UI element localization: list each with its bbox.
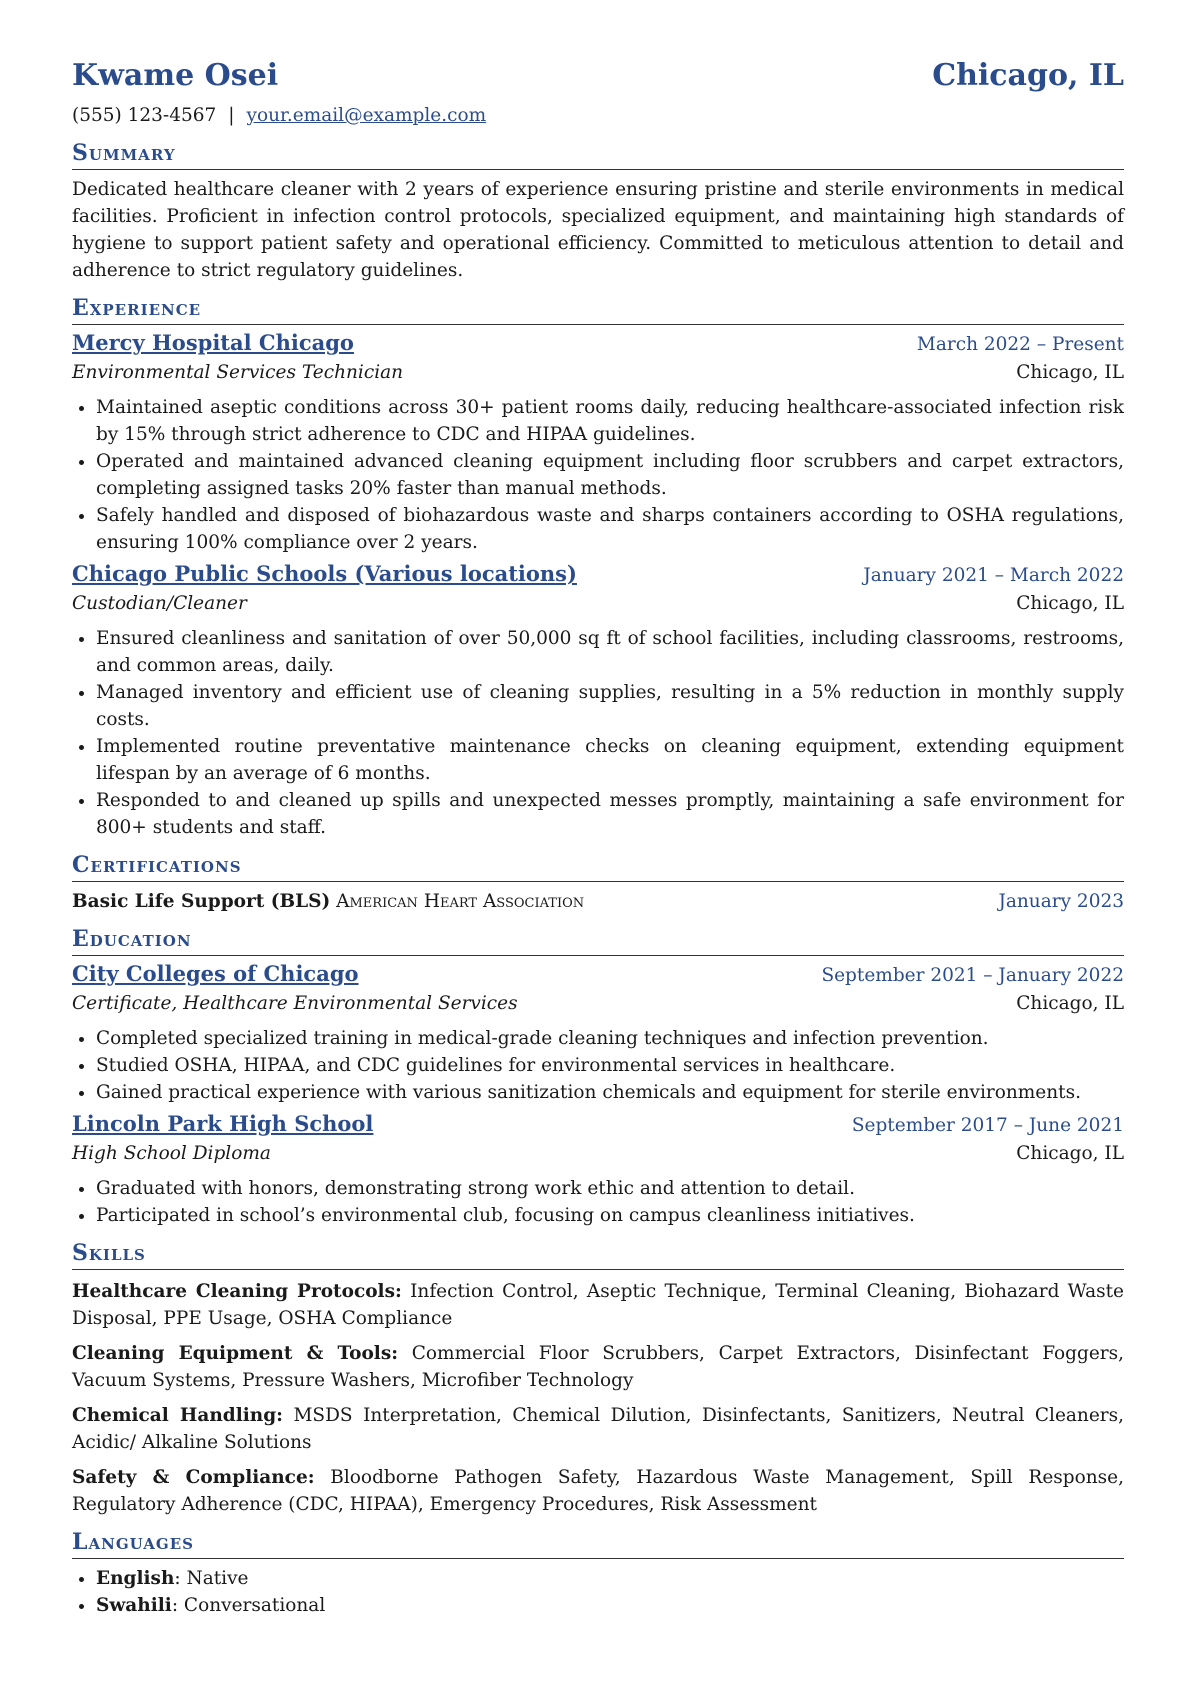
contact-separator: | (228, 105, 235, 126)
skill-group (72, 1340, 1124, 1394)
resume-header (72, 58, 1124, 94)
education-entry (72, 960, 1124, 1106)
school-location: Chicago, IL (1016, 993, 1124, 1014)
list-item: • Participated in school’s environmental club, focusing on campus cleanliness initiatives. (96, 1202, 1124, 1229)
employer-link[interactable]: Chicago Public Schools (Various locations) (72, 561, 577, 586)
degree-title: High School Diploma (72, 1143, 271, 1164)
experience-entry (72, 560, 1124, 841)
languages-heading: Languages (72, 1528, 1124, 1559)
education-bullets (72, 1025, 1124, 1106)
certification-row (72, 888, 1124, 915)
phone-number: (555) 123-4567 (72, 105, 217, 126)
degree-title: Certificate, Healthcare Environmental Services (72, 993, 518, 1014)
skill-group (72, 1464, 1124, 1518)
employment-dates: January 2021 – March 2022 (863, 565, 1124, 586)
list-item: • Managed inventory and efficient use of cleaning supplies, resulting in a 5% reduction in monthly supply costs. (96, 679, 1124, 733)
education-dates: September 2021 – January 2022 (821, 965, 1124, 986)
school-link[interactable]: Lincoln Park High School (72, 1111, 374, 1136)
education-dates: September 2017 – June 2021 (851, 1115, 1124, 1136)
school-location: Chicago, IL (1016, 1143, 1124, 1164)
list-item: • Safely handled and disposed of biohazardous waste and sharps containers according to OSHA regulations, ensuring 100% compliance over 2 years. (96, 502, 1124, 556)
certification-issuer: American Heart Association (336, 891, 585, 912)
email-link[interactable]: your.email@example.com (246, 105, 487, 126)
certifications-heading: Certifications (72, 851, 1124, 882)
skill-category: Healthcare Cleaning Protocols: (72, 1281, 402, 1302)
list-item: • Graduated with honors, demonstrating strong work ethic and attention to detail. (96, 1175, 1124, 1202)
job-title: Custodian/Cleaner (72, 593, 247, 614)
job-title: Environmental Services Technician (72, 362, 404, 383)
education-heading: Education (72, 925, 1124, 956)
list-item: • Operated and maintained advanced cleaning equipment including floor scrubbers and carpet extractors, completing assigned tasks 20% faster than manual methods. (96, 448, 1124, 502)
skill-category: Cleaning Equipment & Tools: (72, 1343, 399, 1364)
skill-list: MSDS Interpretation, Chemical Dilution, Disinfectants, Sanitizers, Neutral Cleaners, Acidic/ Alkaline Solutions (72, 1405, 1125, 1453)
list-item: • Responded to and cleaned up spills and unexpected messes promptly, maintaining a safe environment for 800+ students and staff. (96, 787, 1124, 841)
list-item: • Ensured cleanliness and sanitation of over 50,000 sq ft of school facilities, including classrooms, restrooms, and common areas, daily. (96, 625, 1124, 679)
list-item: • Completed specialized training in medical-grade cleaning techniques and infection prevention. (96, 1025, 1124, 1052)
employer-link[interactable]: Mercy Hospital Chicago (72, 330, 354, 355)
certification-name: Basic Life Support (BLS) (72, 891, 331, 912)
job-location: Chicago, IL (1016, 593, 1124, 614)
skill-list: Infection Control, Aseptic Technique, Terminal Cleaning, Biohazard Waste Disposal, PPE Usage, OSHA Compliance (72, 1281, 1124, 1329)
list-item: • Studied OSHA, HIPAA, and CDC guidelines for environmental services in healthcare. (96, 1052, 1124, 1079)
language-name: Swahili (96, 1595, 172, 1616)
list-item: • Implemented routine preventative maintenance checks on cleaning equipment, extending equipment lifespan by an average of 6 months. (96, 733, 1124, 787)
education-bullets (72, 1175, 1124, 1229)
summary-heading: Summary (72, 139, 1124, 170)
language-level: : Native (174, 1568, 249, 1589)
list-item (96, 1565, 1124, 1592)
experience-entry (72, 329, 1124, 556)
skill-list: Bloodborne Pathogen Safety, Hazardous Waste Management, Spill Response, Regulatory Adherence (CDC, HIPAA), Emergency Procedures, Risk Assessment (72, 1467, 1124, 1515)
candidate-name: Kwame Osei (72, 58, 279, 93)
certification-date: January 2023 (998, 891, 1124, 912)
experience-heading: Experience (72, 294, 1124, 325)
job-location: Chicago, IL (1016, 362, 1124, 383)
experience-bullets (72, 625, 1124, 841)
contact-line (72, 102, 1124, 129)
language-name: English (96, 1568, 175, 1589)
school-link[interactable]: City Colleges of Chicago (72, 961, 359, 986)
experience-bullets (72, 394, 1124, 556)
languages-list (72, 1565, 1124, 1619)
skill-list: Commercial Floor Scrubbers, Carpet Extractors, Disinfectant Foggers, Vacuum Systems, Pressure Washers, Microfiber Technology (72, 1343, 1125, 1391)
list-item: • Maintained aseptic conditions across 30+ patient rooms daily, reducing healthcare-associated infection risk by 15% through strict adherence to CDC and HIPAA guidelines. (96, 394, 1124, 448)
skill-group (72, 1278, 1124, 1332)
skills-heading: Skills (72, 1239, 1124, 1270)
skill-category: Chemical Handling: (72, 1405, 283, 1426)
education-entry (72, 1110, 1124, 1229)
candidate-location: Chicago, IL (932, 58, 1124, 93)
skill-group (72, 1402, 1124, 1456)
language-level: : Conversational (171, 1595, 326, 1616)
list-item: • Gained practical experience with various sanitization chemicals and equipment for sterile environments. (96, 1079, 1124, 1106)
summary-text: Dedicated healthcare cleaner with 2 years of experience ensuring pristine and sterile environments in medical facilities. Proficient in infection control protocols, specialized equipment, and maintaining high standards of hygiene to support patient safety and operational efficiency. Committed to meticulous attention to detail and adherence to strict regulatory guidelines. (72, 179, 1124, 281)
employment-dates: March 2022 – Present (916, 334, 1124, 355)
skill-category: Safety & Compliance: (72, 1467, 315, 1488)
resume-page (72, 58, 1124, 1619)
list-item (96, 1592, 1124, 1619)
